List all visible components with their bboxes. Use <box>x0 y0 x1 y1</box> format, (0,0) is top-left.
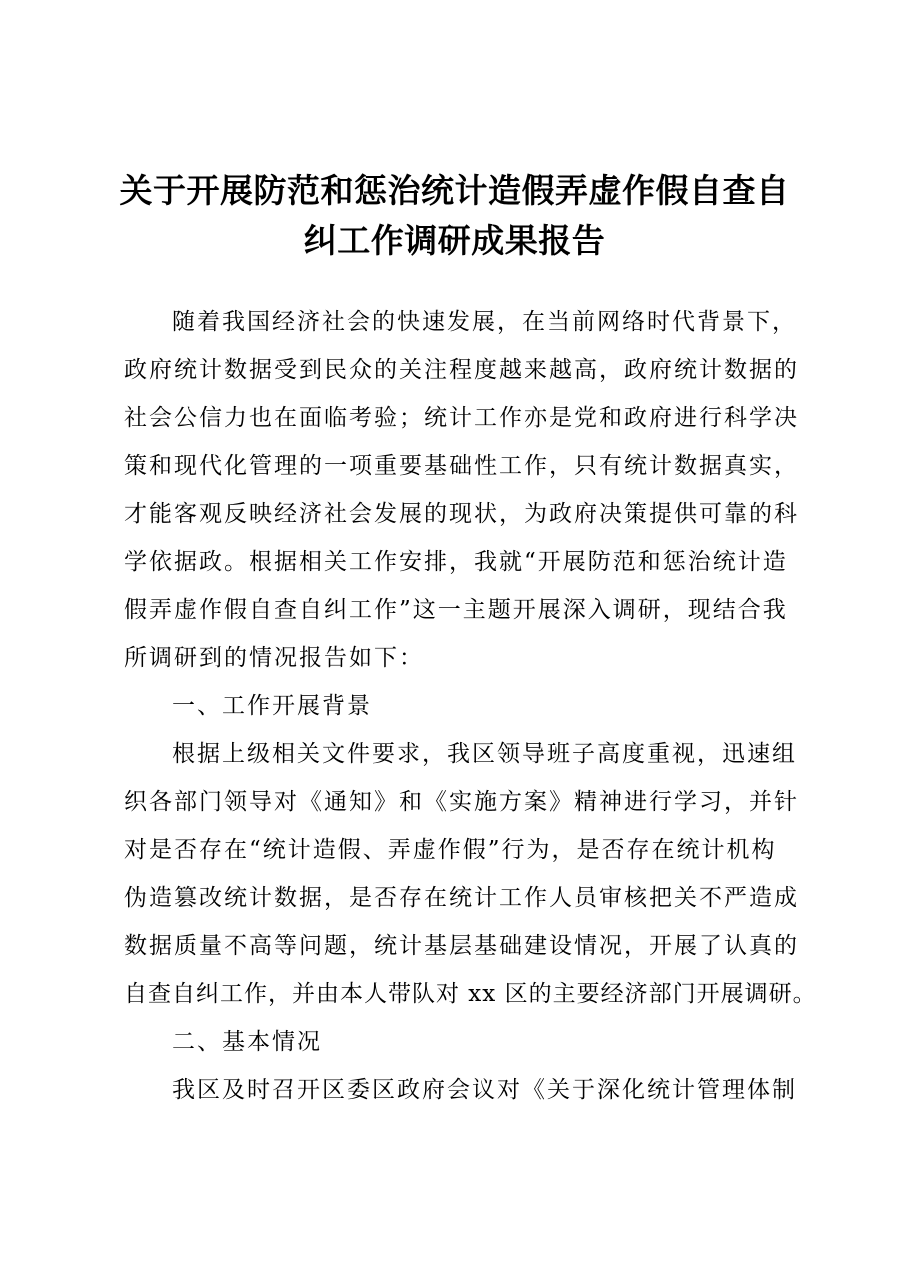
body-text-line: 策和现代化管理的一项重要基础性工作，只有统计数据真实， <box>124 453 799 479</box>
body-text-line: 伪造篡改统计数据，是否存在统计工作人员审核把关不严造成 <box>124 885 799 911</box>
section-heading-1: 一、工作开展背景 <box>172 693 372 719</box>
body-text-line: 我区及时召开区委区政府会议对《关于深化统计管理体制 <box>172 1077 797 1103</box>
body-text-line: 随着我国经济社会的快速发展，在当前网络时代背景下， <box>172 309 797 335</box>
body-text-line: 织各部门领导对《通知》和《实施方案》精神进行学习，并针 <box>124 789 799 815</box>
body-text-line: 才能客观反映经济社会发展的现状，为政府决策提供可靠的科 <box>124 501 799 527</box>
body-text-line: 学依据政。根据相关工作安排，我就“开展防范和惩治统计造 <box>124 549 788 575</box>
body-text-line: 所调研到的情况报告如下： <box>124 645 424 671</box>
body-text-line: 自查自纠工作，并由本人带队对 xx 区的主要经济部门开展调研。 <box>124 981 817 1007</box>
document-title-line-2: 纠工作调研成果报告 <box>303 221 606 260</box>
body-text-line: 政府统计数据受到民众的关注程度越来越高，政府统计数据的 <box>124 357 799 383</box>
body-text-line: 数据质量不高等问题，统计基层基础建设情况，开展了认真的 <box>124 933 799 959</box>
body-text-line: 社会公信力也在面临考验；统计工作亦是党和政府进行科学决 <box>124 405 799 431</box>
body-text-line: 假弄虚作假自查自纠工作”这一主题开展深入调研，现结合我 <box>124 597 788 623</box>
body-text-line: 根据上级相关文件要求，我区领导班子高度重视，迅速组 <box>172 741 797 767</box>
document-title-line-1: 关于开展防范和惩治统计造假弄虚作假自查自 <box>119 171 790 210</box>
body-text-line: 对是否存在“统计造假、弄虚作假”行为，是否存在统计机构 <box>124 837 777 863</box>
section-heading-2: 二、基本情况 <box>172 1029 322 1055</box>
